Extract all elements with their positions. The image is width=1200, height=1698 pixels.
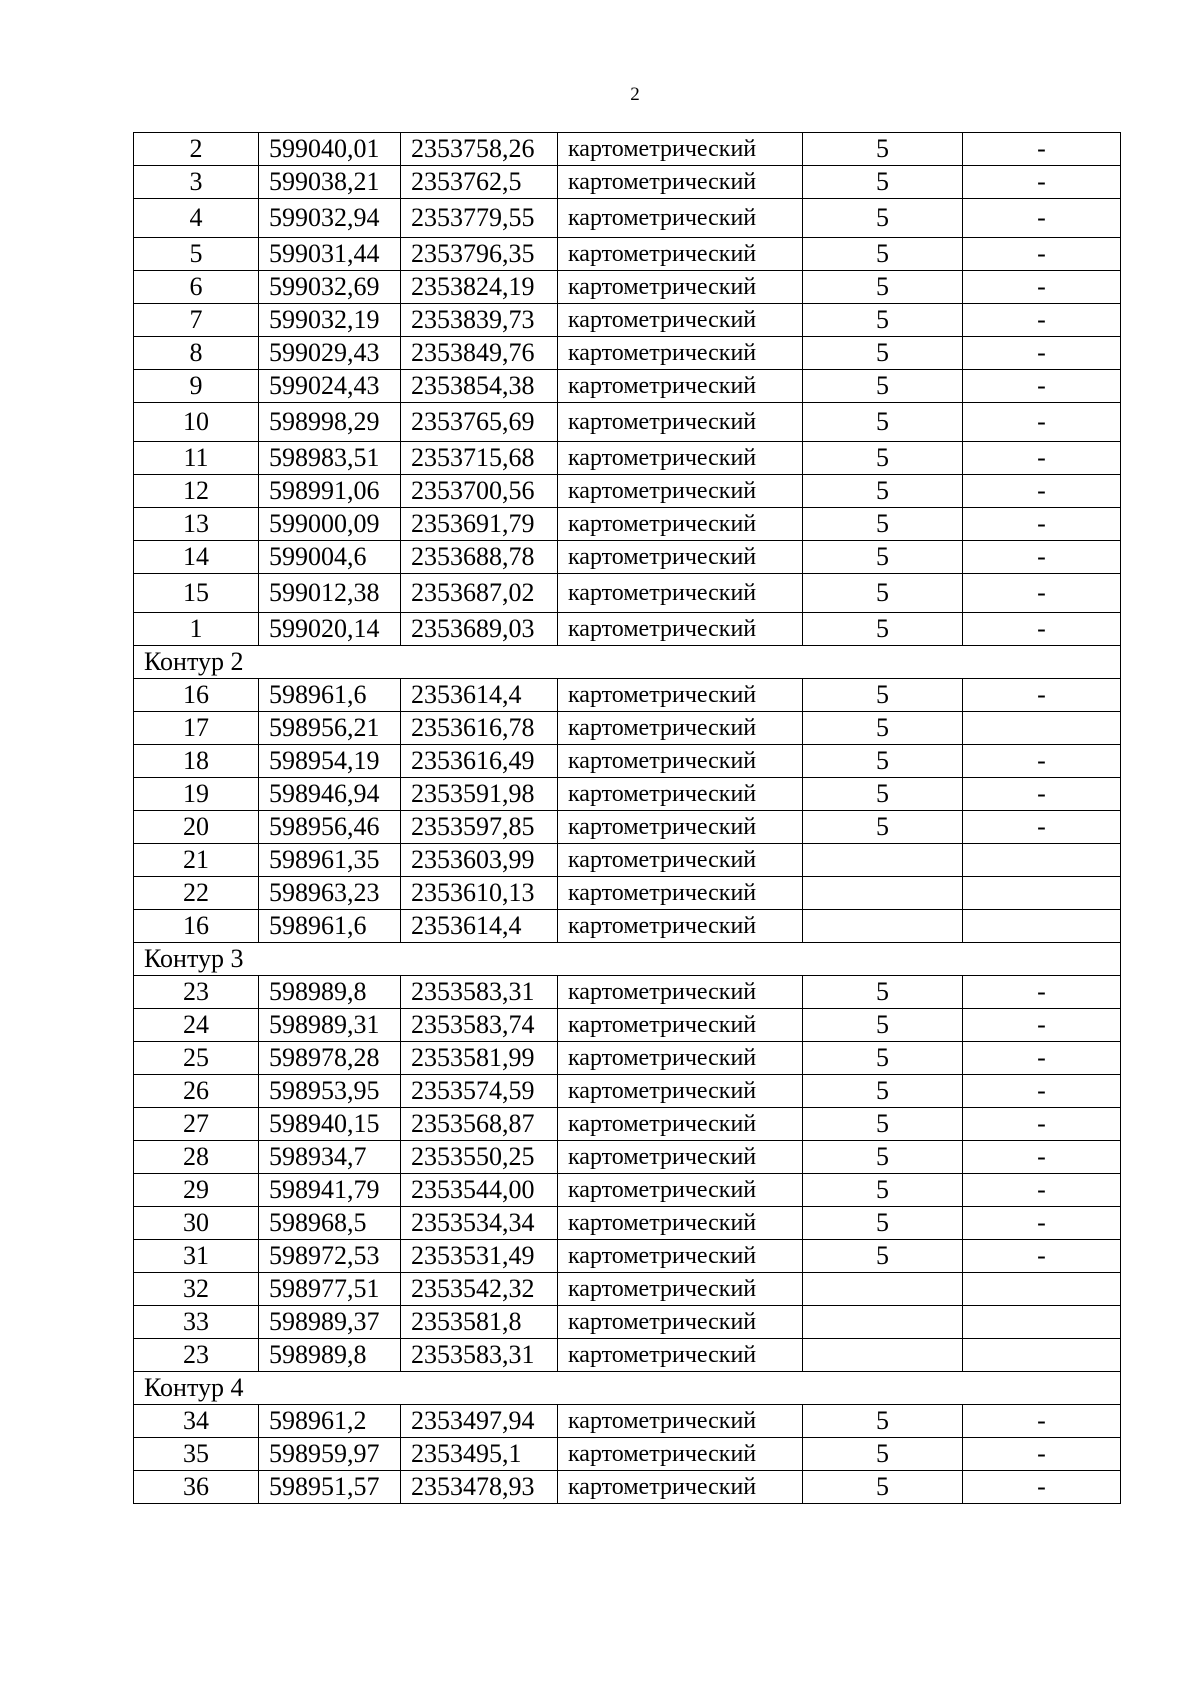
y-coordinate-cell: 2353854,38 [401, 370, 558, 403]
table-row [134, 613, 1121, 646]
x-coordinate-cell: 599020,14 [259, 613, 401, 646]
method-cell: картометрический [558, 679, 803, 712]
table-row [134, 166, 1121, 199]
method-cell: картометрический [558, 1306, 803, 1339]
table-row [134, 877, 1121, 910]
table-row [134, 1438, 1121, 1471]
accuracy-cell: 5 [803, 613, 963, 646]
point-number-cell: 5 [134, 238, 259, 271]
x-coordinate-cell: 598983,51 [259, 442, 401, 475]
x-coordinate-cell: 599040,01 [259, 133, 401, 166]
accuracy-cell: 5 [803, 1405, 963, 1438]
accuracy-cell: 5 [803, 811, 963, 844]
table-row [134, 1471, 1121, 1504]
table-row [134, 1240, 1121, 1273]
accuracy-cell: 5 [803, 976, 963, 1009]
description-cell: - [963, 1438, 1121, 1471]
description-cell: - [963, 1141, 1121, 1174]
method-cell: картометрический [558, 475, 803, 508]
method-cell: картометрический [558, 166, 803, 199]
description-cell: - [963, 370, 1121, 403]
page-number: 2 [630, 84, 640, 105]
x-coordinate-cell: 598961,6 [259, 679, 401, 712]
method-cell: картометрический [558, 508, 803, 541]
method-cell: картометрический [558, 1438, 803, 1471]
x-coordinate-cell: 598959,97 [259, 1438, 401, 1471]
y-coordinate-cell: 2353839,73 [401, 304, 558, 337]
method-cell: картометрический [558, 541, 803, 574]
description-cell [963, 1339, 1121, 1372]
description-cell: - [963, 1009, 1121, 1042]
method-cell: картометрический [558, 1273, 803, 1306]
x-coordinate-cell: 598956,21 [259, 712, 401, 745]
table-row [134, 271, 1121, 304]
method-cell: картометрический [558, 238, 803, 271]
table-row [134, 133, 1121, 166]
description-cell: - [963, 199, 1121, 238]
point-number-cell: 20 [134, 811, 259, 844]
point-number-cell: 4 [134, 199, 259, 238]
table-row [134, 442, 1121, 475]
description-cell: - [963, 133, 1121, 166]
description-cell: - [963, 403, 1121, 442]
table-row [134, 1075, 1121, 1108]
x-coordinate-cell: 599029,43 [259, 337, 401, 370]
description-cell: - [963, 778, 1121, 811]
method-cell: картометрический [558, 133, 803, 166]
point-number-cell: 7 [134, 304, 259, 337]
y-coordinate-cell: 2353765,69 [401, 403, 558, 442]
x-coordinate-cell: 598961,6 [259, 910, 401, 943]
method-cell: картометрический [558, 910, 803, 943]
point-number-cell: 17 [134, 712, 259, 745]
y-coordinate-cell: 2353583,31 [401, 976, 558, 1009]
table-row [134, 976, 1121, 1009]
point-number-cell: 10 [134, 403, 259, 442]
y-coordinate-cell: 2353762,5 [401, 166, 558, 199]
description-cell: - [963, 679, 1121, 712]
method-cell: картометрический [558, 271, 803, 304]
y-coordinate-cell: 2353610,13 [401, 877, 558, 910]
point-number-cell: 13 [134, 508, 259, 541]
y-coordinate-cell: 2353603,99 [401, 844, 558, 877]
description-cell: - [963, 613, 1121, 646]
x-coordinate-cell: 598940,15 [259, 1108, 401, 1141]
x-coordinate-cell: 598951,57 [259, 1471, 401, 1504]
x-coordinate-cell: 598956,46 [259, 811, 401, 844]
table-row [134, 1207, 1121, 1240]
method-cell: картометрический [558, 1075, 803, 1108]
point-number-cell: 31 [134, 1240, 259, 1273]
point-number-cell: 2 [134, 133, 259, 166]
x-coordinate-cell: 599024,43 [259, 370, 401, 403]
x-coordinate-cell: 598991,06 [259, 475, 401, 508]
description-cell: - [963, 1405, 1121, 1438]
point-number-cell: 1 [134, 613, 259, 646]
accuracy-cell: 5 [803, 370, 963, 403]
point-number-cell: 12 [134, 475, 259, 508]
accuracy-cell: 5 [803, 271, 963, 304]
point-number-cell: 33 [134, 1306, 259, 1339]
contour-header-row [134, 646, 1121, 679]
x-coordinate-cell: 598989,8 [259, 1339, 401, 1372]
y-coordinate-cell: 2353544,00 [401, 1174, 558, 1207]
point-number-cell: 6 [134, 271, 259, 304]
table-row [134, 778, 1121, 811]
accuracy-cell: 5 [803, 679, 963, 712]
description-cell [963, 877, 1121, 910]
y-coordinate-cell: 2353849,76 [401, 337, 558, 370]
x-coordinate-cell: 598953,95 [259, 1075, 401, 1108]
point-number-cell: 36 [134, 1471, 259, 1504]
point-number-cell: 30 [134, 1207, 259, 1240]
description-cell: - [963, 574, 1121, 613]
description-cell: - [963, 1075, 1121, 1108]
point-number-cell: 21 [134, 844, 259, 877]
point-number-cell: 24 [134, 1009, 259, 1042]
description-cell: - [963, 541, 1121, 574]
y-coordinate-cell: 2353581,99 [401, 1042, 558, 1075]
table-body [134, 133, 1121, 1504]
table-row [134, 1273, 1121, 1306]
method-cell: картометрический [558, 712, 803, 745]
table-row [134, 712, 1121, 745]
point-number-cell: 16 [134, 679, 259, 712]
y-coordinate-cell: 2353534,34 [401, 1207, 558, 1240]
accuracy-cell: 5 [803, 1438, 963, 1471]
x-coordinate-cell: 598968,5 [259, 1207, 401, 1240]
method-cell: картометрический [558, 1174, 803, 1207]
accuracy-cell: 5 [803, 1207, 963, 1240]
accuracy-cell: 5 [803, 745, 963, 778]
x-coordinate-cell: 598972,53 [259, 1240, 401, 1273]
y-coordinate-cell: 2353495,1 [401, 1438, 558, 1471]
point-number-cell: 32 [134, 1273, 259, 1306]
table-row [134, 574, 1121, 613]
description-cell [963, 712, 1121, 745]
method-cell: картометрический [558, 613, 803, 646]
accuracy-cell: 5 [803, 403, 963, 442]
description-cell: - [963, 238, 1121, 271]
y-coordinate-cell: 2353614,4 [401, 910, 558, 943]
accuracy-cell: 5 [803, 541, 963, 574]
point-number-cell: 26 [134, 1075, 259, 1108]
y-coordinate-cell: 2353824,19 [401, 271, 558, 304]
method-cell: картометрический [558, 1339, 803, 1372]
x-coordinate-cell: 598934,7 [259, 1141, 401, 1174]
accuracy-cell: 5 [803, 475, 963, 508]
description-cell [963, 910, 1121, 943]
x-coordinate-cell: 598978,28 [259, 1042, 401, 1075]
method-cell: картометрический [558, 1405, 803, 1438]
method-cell: картометрический [558, 844, 803, 877]
method-cell: картометрический [558, 778, 803, 811]
accuracy-cell: 5 [803, 1174, 963, 1207]
y-coordinate-cell: 2353550,25 [401, 1141, 558, 1174]
accuracy-cell: 5 [803, 199, 963, 238]
accuracy-cell [803, 844, 963, 877]
y-coordinate-cell: 2353796,35 [401, 238, 558, 271]
table-row [134, 370, 1121, 403]
point-number-cell: 35 [134, 1438, 259, 1471]
point-number-cell: 16 [134, 910, 259, 943]
x-coordinate-cell: 598946,94 [259, 778, 401, 811]
method-cell: картометрический [558, 304, 803, 337]
table-row [134, 844, 1121, 877]
accuracy-cell: 5 [803, 238, 963, 271]
table-row [134, 745, 1121, 778]
method-cell: картометрический [558, 1471, 803, 1504]
contour-title: Контур 2 [134, 646, 1121, 679]
table-row [134, 1009, 1121, 1042]
method-cell: картометрический [558, 337, 803, 370]
table-row [134, 238, 1121, 271]
accuracy-cell: 5 [803, 712, 963, 745]
table-row [134, 403, 1121, 442]
description-cell: - [963, 1471, 1121, 1504]
description-cell [963, 844, 1121, 877]
y-coordinate-cell: 2353691,79 [401, 508, 558, 541]
table-row [134, 508, 1121, 541]
point-number-cell: 19 [134, 778, 259, 811]
point-number-cell: 23 [134, 976, 259, 1009]
x-coordinate-cell: 598961,35 [259, 844, 401, 877]
y-coordinate-cell: 2353758,26 [401, 133, 558, 166]
table-row [134, 679, 1121, 712]
y-coordinate-cell: 2353497,94 [401, 1405, 558, 1438]
y-coordinate-cell: 2353583,74 [401, 1009, 558, 1042]
accuracy-cell: 5 [803, 337, 963, 370]
description-cell: - [963, 811, 1121, 844]
contour-title: Контур 4 [134, 1372, 1121, 1405]
table-row [134, 475, 1121, 508]
method-cell: картометрический [558, 976, 803, 1009]
method-cell: картометрический [558, 574, 803, 613]
x-coordinate-cell: 598977,51 [259, 1273, 401, 1306]
point-number-cell: 14 [134, 541, 259, 574]
y-coordinate-cell: 2353574,59 [401, 1075, 558, 1108]
accuracy-cell [803, 877, 963, 910]
y-coordinate-cell: 2353597,85 [401, 811, 558, 844]
accuracy-cell: 5 [803, 508, 963, 541]
table-row [134, 910, 1121, 943]
method-cell: картометрический [558, 1207, 803, 1240]
table-row [134, 541, 1121, 574]
description-cell [963, 1273, 1121, 1306]
y-coordinate-cell: 2353616,78 [401, 712, 558, 745]
accuracy-cell [803, 1339, 963, 1372]
table-row [134, 1339, 1121, 1372]
description-cell: - [963, 304, 1121, 337]
accuracy-cell: 5 [803, 304, 963, 337]
y-coordinate-cell: 2353616,49 [401, 745, 558, 778]
accuracy-cell: 5 [803, 1075, 963, 1108]
method-cell: картометрический [558, 370, 803, 403]
description-cell: - [963, 1042, 1121, 1075]
accuracy-cell: 5 [803, 1108, 963, 1141]
coordinates-table [133, 132, 1121, 1504]
table-row [134, 304, 1121, 337]
description-cell: - [963, 745, 1121, 778]
x-coordinate-cell: 599012,38 [259, 574, 401, 613]
accuracy-cell: 5 [803, 1042, 963, 1075]
accuracy-cell: 5 [803, 442, 963, 475]
table-row [134, 337, 1121, 370]
description-cell: - [963, 271, 1121, 304]
accuracy-cell [803, 1273, 963, 1306]
y-coordinate-cell: 2353779,55 [401, 199, 558, 238]
y-coordinate-cell: 2353583,31 [401, 1339, 558, 1372]
table-row [134, 1141, 1121, 1174]
accuracy-cell: 5 [803, 1471, 963, 1504]
accuracy-cell [803, 1306, 963, 1339]
x-coordinate-cell: 598941,79 [259, 1174, 401, 1207]
y-coordinate-cell: 2353689,03 [401, 613, 558, 646]
accuracy-cell: 5 [803, 574, 963, 613]
x-coordinate-cell: 599000,09 [259, 508, 401, 541]
table-row [134, 1306, 1121, 1339]
point-number-cell: 23 [134, 1339, 259, 1372]
y-coordinate-cell: 2353700,56 [401, 475, 558, 508]
description-cell: - [963, 475, 1121, 508]
description-cell: - [963, 1174, 1121, 1207]
y-coordinate-cell: 2353581,8 [401, 1306, 558, 1339]
x-coordinate-cell: 598961,2 [259, 1405, 401, 1438]
point-number-cell: 29 [134, 1174, 259, 1207]
accuracy-cell: 5 [803, 1240, 963, 1273]
accuracy-cell: 5 [803, 1009, 963, 1042]
point-number-cell: 22 [134, 877, 259, 910]
point-number-cell: 18 [134, 745, 259, 778]
point-number-cell: 8 [134, 337, 259, 370]
description-cell: - [963, 508, 1121, 541]
method-cell: картометрический [558, 1141, 803, 1174]
y-coordinate-cell: 2353687,02 [401, 574, 558, 613]
point-number-cell: 25 [134, 1042, 259, 1075]
x-coordinate-cell: 599038,21 [259, 166, 401, 199]
accuracy-cell: 5 [803, 166, 963, 199]
contour-title: Контур 3 [134, 943, 1121, 976]
y-coordinate-cell: 2353478,93 [401, 1471, 558, 1504]
description-cell: - [963, 166, 1121, 199]
accuracy-cell: 5 [803, 778, 963, 811]
point-number-cell: 34 [134, 1405, 259, 1438]
method-cell: картометрический [558, 811, 803, 844]
y-coordinate-cell: 2353688,78 [401, 541, 558, 574]
method-cell: картометрический [558, 1009, 803, 1042]
x-coordinate-cell: 598963,23 [259, 877, 401, 910]
accuracy-cell: 5 [803, 1141, 963, 1174]
point-number-cell: 9 [134, 370, 259, 403]
description-cell: - [963, 337, 1121, 370]
x-coordinate-cell: 598954,19 [259, 745, 401, 778]
x-coordinate-cell: 599032,69 [259, 271, 401, 304]
y-coordinate-cell: 2353614,4 [401, 679, 558, 712]
y-coordinate-cell: 2353531,49 [401, 1240, 558, 1273]
table-row [134, 1405, 1121, 1438]
method-cell: картометрический [558, 403, 803, 442]
description-cell: - [963, 976, 1121, 1009]
table-row [134, 1174, 1121, 1207]
accuracy-cell [803, 910, 963, 943]
table-row [134, 1108, 1121, 1141]
y-coordinate-cell: 2353568,87 [401, 1108, 558, 1141]
description-cell: - [963, 1207, 1121, 1240]
x-coordinate-cell: 598989,37 [259, 1306, 401, 1339]
description-cell: - [963, 1108, 1121, 1141]
method-cell: картометрический [558, 1042, 803, 1075]
point-number-cell: 15 [134, 574, 259, 613]
method-cell: картометрический [558, 877, 803, 910]
description-cell: - [963, 442, 1121, 475]
x-coordinate-cell: 598989,8 [259, 976, 401, 1009]
x-coordinate-cell: 599032,94 [259, 199, 401, 238]
description-cell [963, 1306, 1121, 1339]
y-coordinate-cell: 2353542,32 [401, 1273, 558, 1306]
table-row [134, 1042, 1121, 1075]
description-cell: - [963, 1240, 1121, 1273]
method-cell: картометрический [558, 442, 803, 475]
method-cell: картометрический [558, 1108, 803, 1141]
point-number-cell: 11 [134, 442, 259, 475]
method-cell: картометрический [558, 199, 803, 238]
x-coordinate-cell: 598998,29 [259, 403, 401, 442]
contour-header-row [134, 943, 1121, 976]
contour-header-row [134, 1372, 1121, 1405]
table-row [134, 811, 1121, 844]
x-coordinate-cell: 599031,44 [259, 238, 401, 271]
method-cell: картометрический [558, 745, 803, 778]
x-coordinate-cell: 599004,6 [259, 541, 401, 574]
method-cell: картометрический [558, 1240, 803, 1273]
point-number-cell: 27 [134, 1108, 259, 1141]
accuracy-cell: 5 [803, 133, 963, 166]
x-coordinate-cell: 598989,31 [259, 1009, 401, 1042]
point-number-cell: 28 [134, 1141, 259, 1174]
x-coordinate-cell: 599032,19 [259, 304, 401, 337]
y-coordinate-cell: 2353591,98 [401, 778, 558, 811]
table-row [134, 199, 1121, 238]
y-coordinate-cell: 2353715,68 [401, 442, 558, 475]
point-number-cell: 3 [134, 166, 259, 199]
